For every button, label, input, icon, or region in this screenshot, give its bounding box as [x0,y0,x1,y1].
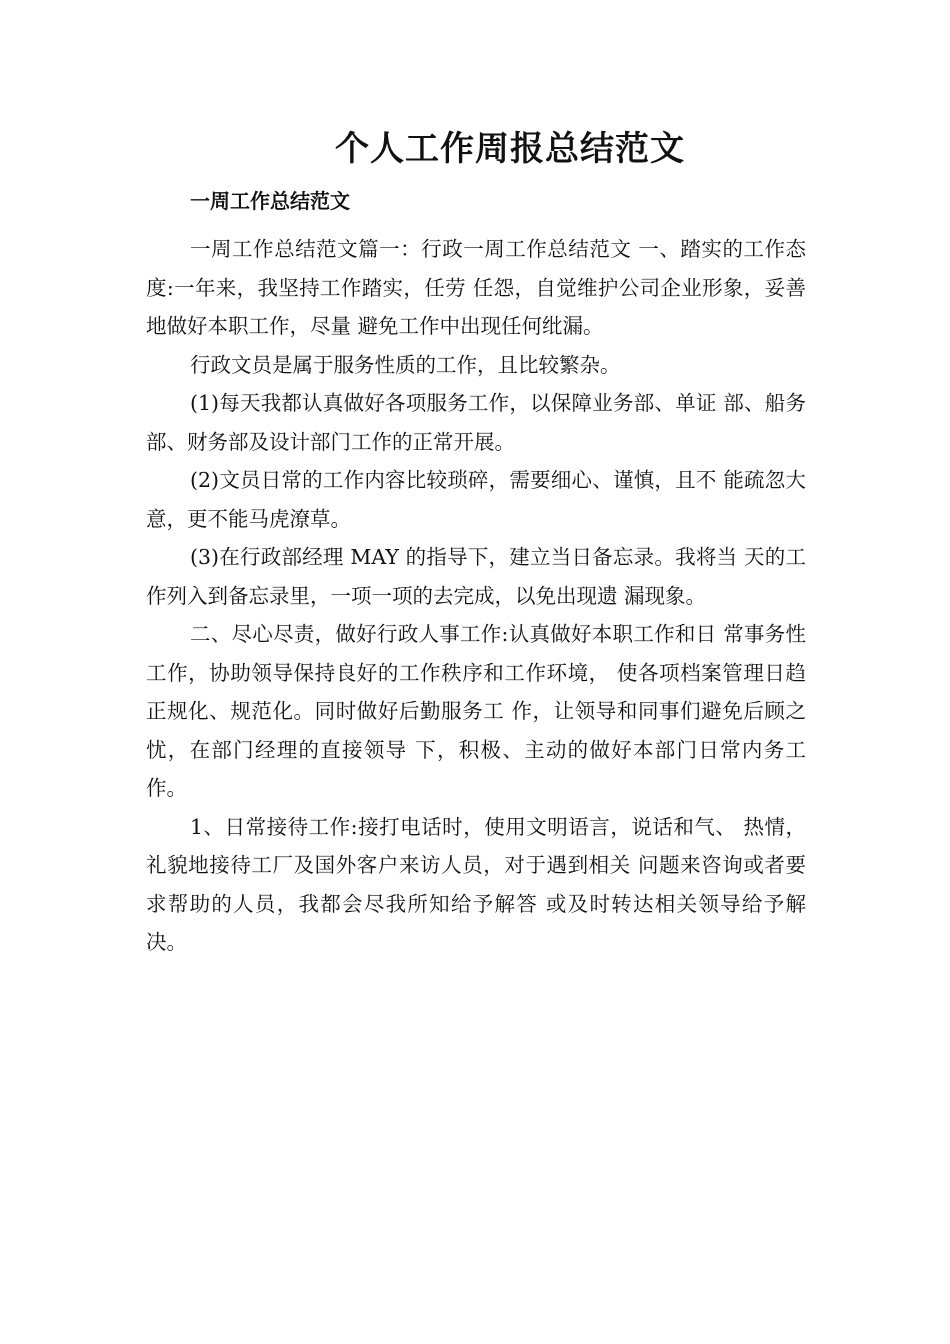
paragraph-item-3: (3)在行政部经理 MAY 的指导下，建立当日备忘录。我将当 天的工作列入到备忘录里，一项一项的去完成，以免出现遗 漏现象。 [146,545,806,608]
paragraph-item-2: (2)文员日常的工作内容比较琐碎，需要细心、谨慎，且不 能疏忽大意，更不能马虎潦草。 [146,468,806,531]
document-body [146,230,806,962]
paragraph-admin-nature: 行政文员是属于服务性质的工作，且比较繁杂。 [190,352,621,377]
paragraph-item-1: (1)每天我都认真做好各项服务工作，以保障业务部、单证 部、船务部、财务部及设计部门工作的正常开展。 [146,391,806,454]
document-title: 个人工作周报总结范文 [335,129,685,169]
paragraph-intro: 一周工作总结范文篇一：行政一周工作总结范文 一、踏实的工作态度:一年来，我坚持工作踏实，任劳 任怨，自觉维护公司企业形象，妥善地做好本职工作，尽量 避免工作中出现任何纰漏。 [146,237,806,338]
section-heading: 一周工作总结范文 [190,189,350,213]
paragraph-reception: 1、日常接待工作:接打电话时，使用文明语言，说话和气、 热情，礼貌地接待工厂及国外客户来访人员，对于遇到相关 问题来咨询或者要求帮助的人员，我都会尽我所知给予解答 或及时转达相关领导给予解决。 [146,814,806,954]
paragraph-section-two: 二、尽心尽责，做好行政人事工作:认真做好本职工作和日 常事务性工作，协助领导保持良好的工作秩序和工作环境， 使各项档案管理日趋正规化、规范化。同时做好后勤服务工 作，让领导和同事们避免后顾之忧，在部门经理的直接领导 下，积极、主动的做好本部门日常内务工作。 [146,622,806,800]
